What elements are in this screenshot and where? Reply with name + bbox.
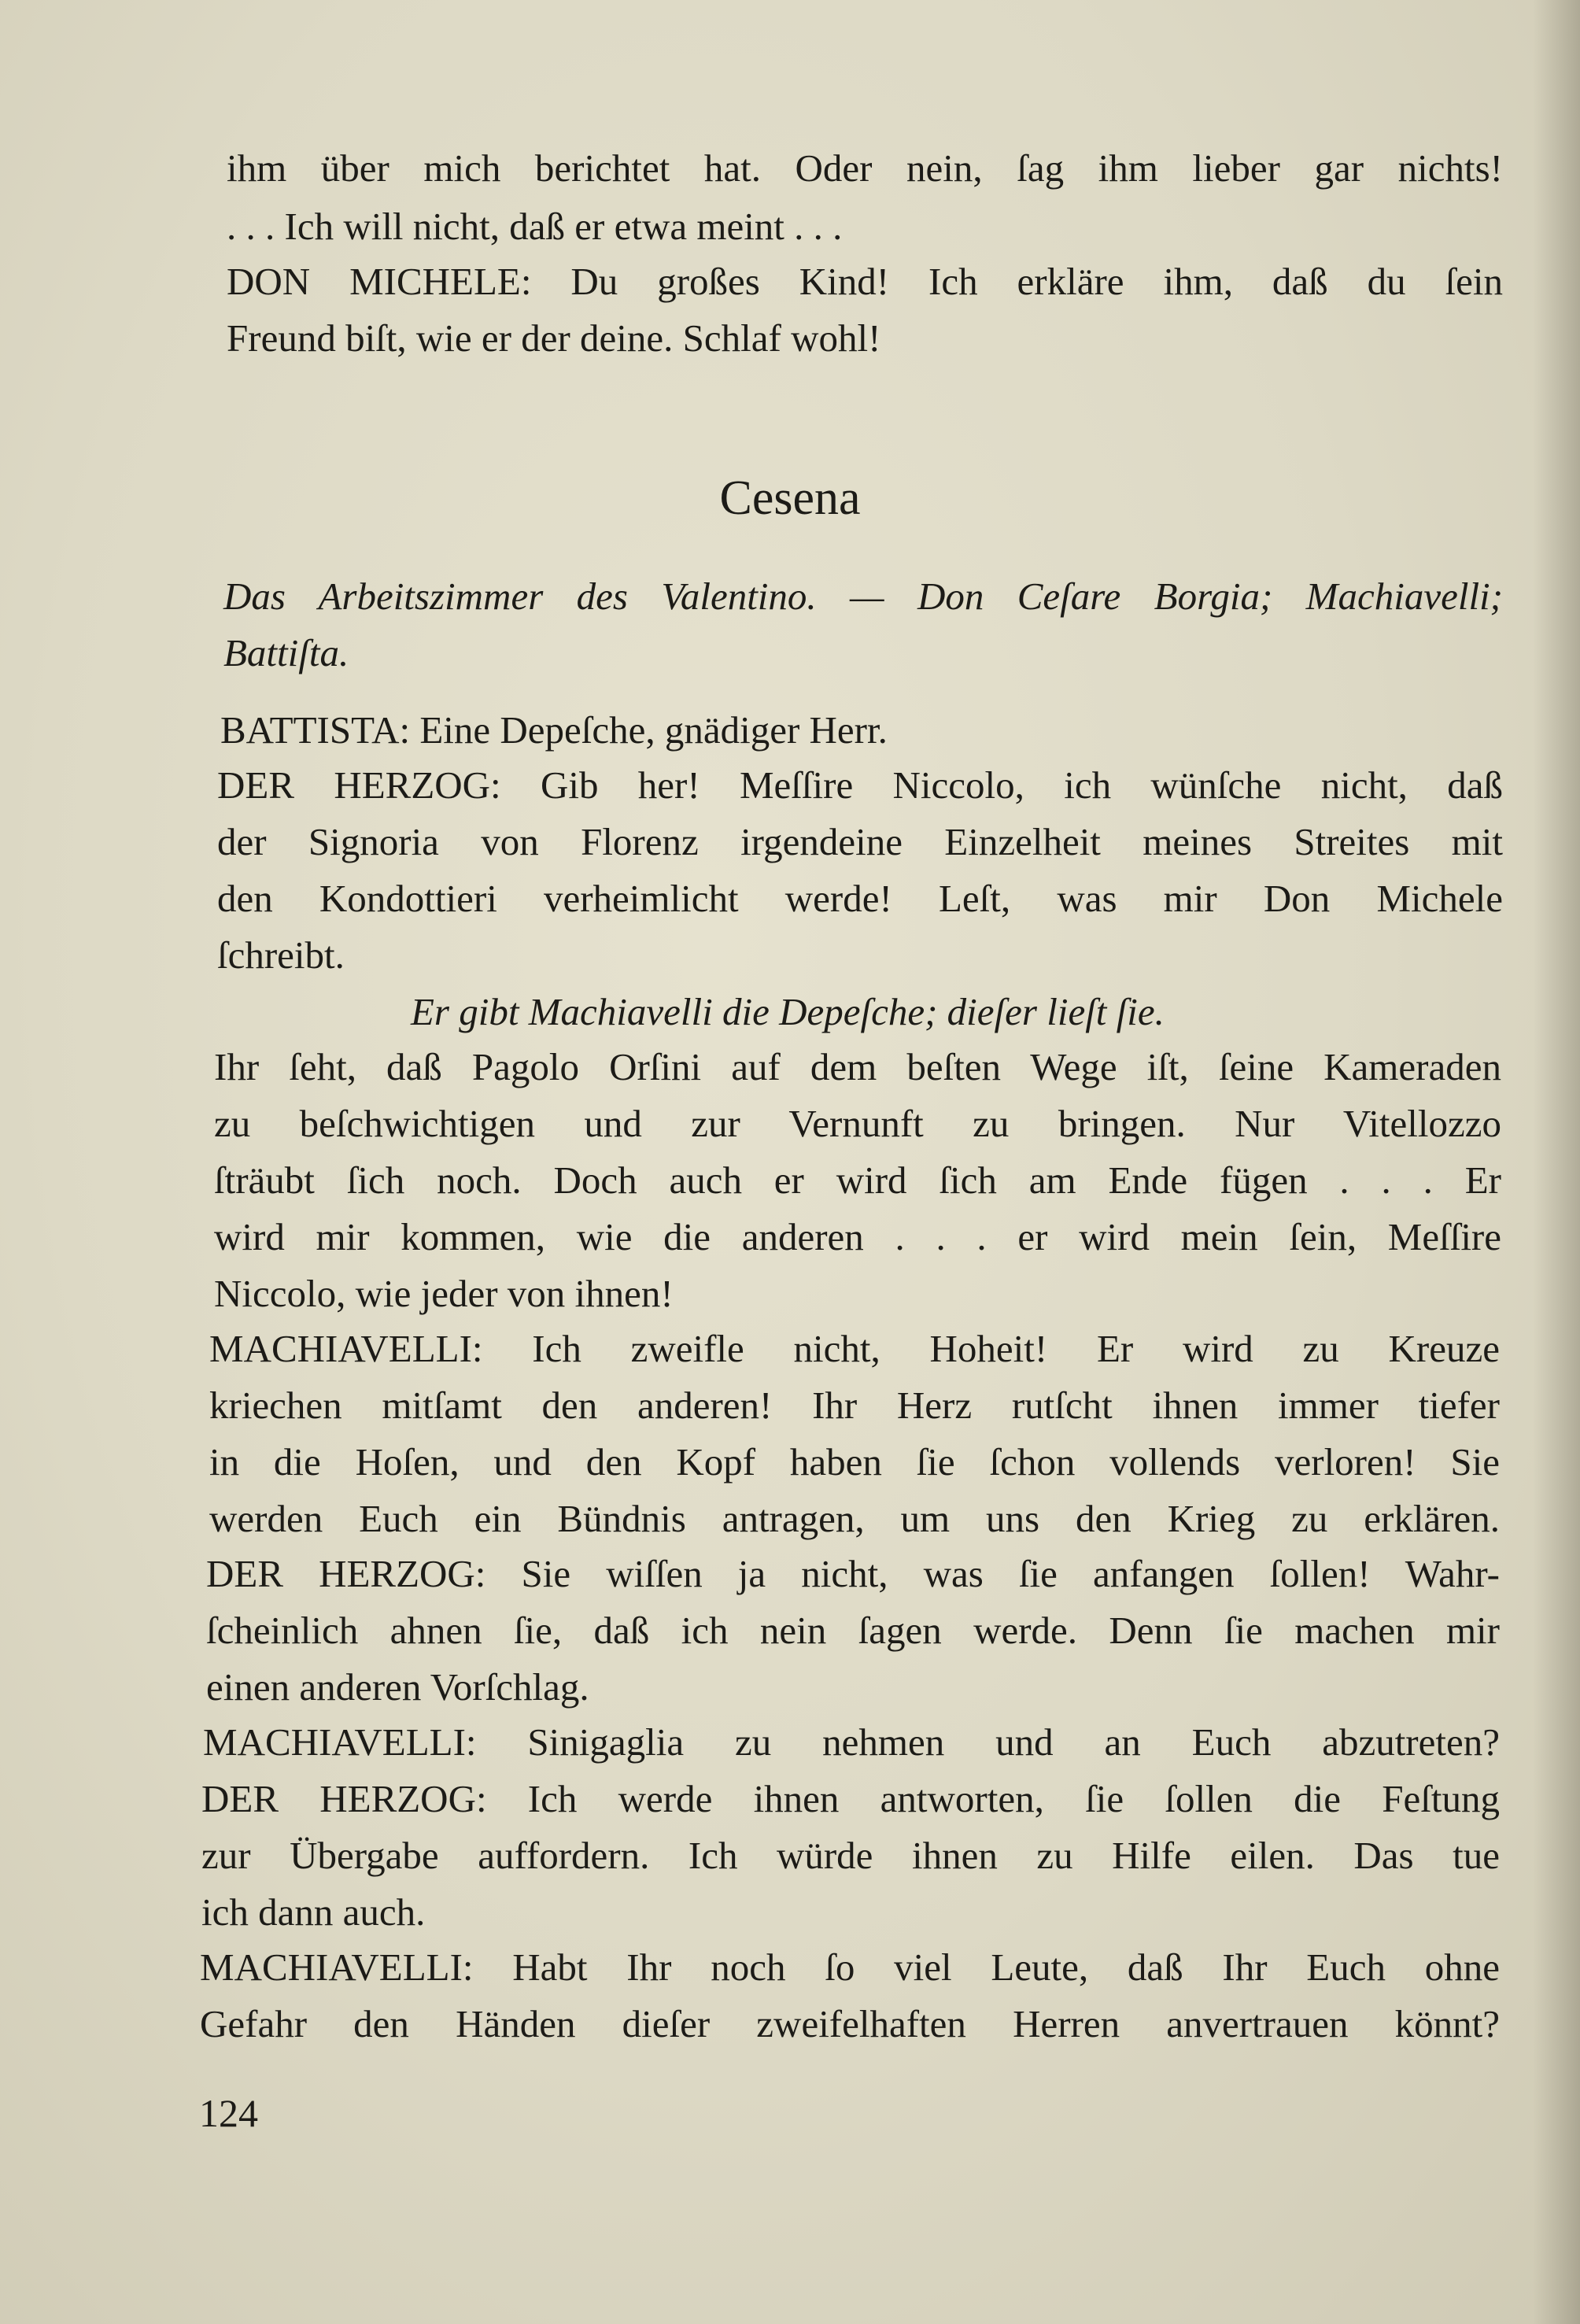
text-line: kriechen mitſamt den anderen! Ihr Herz rutſcht ihnen immer tiefer xyxy=(209,1384,1500,1427)
text-line: Gefahr den Händen dieſer zweifelhaften Herren anvertrauen könnt? xyxy=(200,2002,1500,2045)
text-line: MACHIAVELLI: Ich zweifle nicht, Hoheit! Er wird zu Kreuze xyxy=(209,1327,1500,1370)
text-line: ihm über mich berichtet hat. Oder nein, ſag ihm lieber gar nichts! xyxy=(227,146,1503,190)
text-line: . . . Ich will nicht, daß er etwa meint . . . xyxy=(227,205,843,248)
text-line: ſträubt ſich noch. Doch auch er wird ſich am Ende fügen . . . Er xyxy=(214,1158,1501,1202)
stage-direction-line: Battiſta. xyxy=(223,631,349,674)
text-line: wird mir kommen, wie die anderen . . . er wird mein ſein, Meſſire xyxy=(214,1215,1501,1258)
text-line: MACHIAVELLI: Habt Ihr noch ſo viel Leute, daß Ihr Euch ohne xyxy=(200,1945,1500,1989)
text-line: einen anderen Vorſchlag. xyxy=(206,1665,589,1709)
text-line: MACHIAVELLI: Sinigaglia zu nehmen und an Euch abzutreten? xyxy=(203,1720,1500,1764)
text-line: der Signoria von Florenz irgendeine Einzelheit meines Streites mit xyxy=(217,820,1503,863)
text-line: den Kondottieri verheimlicht werde! Leſt, was mir Don Michele xyxy=(217,877,1503,920)
stage-direction-line: Er gibt Machiavelli die Depeſche; dieſer lieſt ſie. xyxy=(411,990,1165,1033)
page-edge-shadow xyxy=(1533,0,1580,2324)
text-line: Niccolo, wie jeder von ihnen! xyxy=(214,1272,674,1315)
text-line: BATTISTA: Eine Depeſche, gnädiger Herr. xyxy=(220,708,888,752)
text-line: werden Euch ein Bündnis antragen, um uns den Krieg zu erklären. xyxy=(209,1497,1500,1540)
text-line: Freund biſt, wie er der deine. Schlaf wohl! xyxy=(227,316,881,360)
text-line: DER HERZOG: Gib her! Meſſire Niccolo, ich wünſche nicht, daß xyxy=(217,763,1503,807)
text-line: Ihr ſeht, daß Pagolo Orſini auf dem beſten Wege iſt, ſeine Kameraden xyxy=(214,1045,1501,1088)
stage-direction-line: Das Arbeitszimmer des Valentino. — Don Ceſare Borgia; Machiavelli; xyxy=(223,575,1503,618)
page-number: 124 xyxy=(199,2091,258,2135)
text-line: zu beſchwichtigen und zur Vernunft zu bringen. Nur Vitellozzo xyxy=(214,1102,1501,1145)
text-line: DER HERZOG: Sie wiſſen ja nicht, was ſie anfangen ſollen! Wahr- xyxy=(206,1552,1500,1595)
text-line: DER HERZOG: Ich werde ihnen antworten, ſie ſollen die Feſtung xyxy=(201,1777,1500,1820)
text-line: ſcheinlich ahnen ſie, daß ich nein ſagen werde. Denn ſie machen mir xyxy=(206,1609,1500,1652)
text-line: zur Übergabe auffordern. Ich würde ihnen zu Hilfe eilen. Das tue xyxy=(201,1834,1500,1877)
text-line: ſchreibt. xyxy=(217,933,345,977)
text-line: ich dann auch. xyxy=(201,1890,426,1934)
text-line: DON MICHELE: Du großes Kind! Ich erkläre ihm, daß du ſein xyxy=(227,260,1503,303)
scene-heading: Cesena xyxy=(719,471,861,525)
text-line: in die Hoſen, und den Kopf haben ſie ſchon vollends verloren! Sie xyxy=(209,1440,1500,1483)
